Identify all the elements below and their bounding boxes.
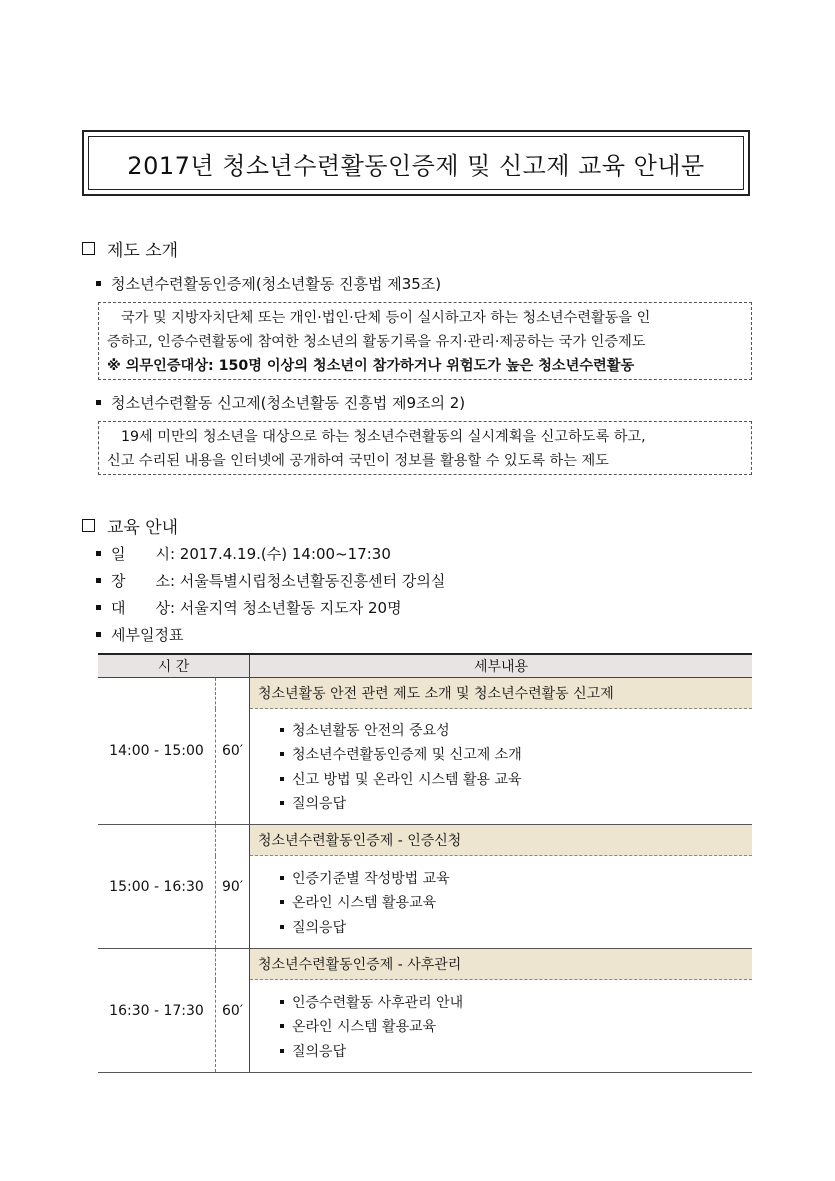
minutes-cell: 90′ [216,825,250,949]
bullet-icon [280,1000,284,1004]
list-item [280,865,752,890]
bullet-icon [280,728,284,732]
list-item [280,1038,752,1063]
item-text: 인증기준별 작성방법 교육 [292,870,450,887]
topic-cell: 청소년수련활동인증제 - 사후관리 [250,949,753,980]
header-time: 시 간 [98,654,250,678]
time-cell: 15:00 - 16:30 [98,825,216,949]
bullet-icon [96,605,101,610]
item-text: 온라인 시스템 활용교육 [292,895,437,911]
date-text: 일 시: 2017.4.19.(수) 14:00~17:30 [111,545,391,563]
desc-line: 국가 및 지방자치단체 또는 개인·법인·단체 등이 실시하고자 하는 청소년수련활동을 인 [121,310,651,326]
bullet-icon [280,777,284,781]
bullet-schedule [96,624,183,645]
section-title: 제도 소개 [107,241,179,261]
item-text: 질의응답 [292,1043,347,1060]
bullet-certification [96,273,441,294]
document-title: 2017년 청소년수련활동인증제 및 신고제 교육 안내문 [88,136,744,190]
bullet-label: 청소년수련활동 신고제(청소년활동 진흥법 제9조의 2) [111,394,466,412]
list-item [280,1014,752,1039]
certification-description-box [98,302,752,380]
list-item [280,989,752,1014]
target-text: 대 상: 서울지역 청소년활동 지도자 20명 [111,599,402,617]
section-heading-intro [82,236,178,261]
table-header-row [98,654,752,678]
bullet-place [96,570,445,591]
bullet-icon [96,281,101,286]
minutes-cell: 60′ [216,678,250,825]
item-text: 청소년수련활동인증제 및 신고제 소개 [292,747,522,764]
bullet-date [96,543,391,564]
mandatory-note: ※ 의무인증대상: 150명 이상의 청소년이 참가하거나 위험도가 높은 청소년수련활동 [107,358,635,374]
topic-cell: 청소년수련활동인증제 - 인증신청 [250,825,753,856]
bullet-icon [280,1024,284,1028]
list-item [280,767,752,792]
item-text: 온라인 시스템 활용교육 [292,1019,437,1035]
items-cell [250,709,753,825]
item-text: 질의응답 [292,919,347,936]
checkbox-square-icon [82,242,95,255]
bullet-icon [96,400,101,405]
table-row [98,949,752,980]
item-text: 신고 방법 및 온라인 시스템 활용 교육 [292,771,522,788]
section-heading-education [82,513,178,538]
bullet-icon [280,801,284,805]
section-title: 교육 안내 [107,518,179,538]
minutes-cell: 60′ [216,949,250,1073]
bullet-label: 청소년수련활동인증제(청소년활동 진흥법 제35조) [111,275,442,293]
table-row [98,678,752,709]
list-item [280,718,752,743]
table-row [98,825,752,856]
place-text: 장 소: 서울특별시립청소년활동진흥센터 강의실 [111,572,446,590]
header-detail: 세부내용 [250,654,753,678]
schedule-label: 세부일정표 [111,626,184,644]
schedule-table [98,653,752,1073]
item-text: 청소년활동 안전의 중요성 [292,722,450,739]
item-text: 질의응답 [292,796,347,813]
title-box [82,130,750,196]
items-cell [250,980,753,1073]
bullet-icon [280,876,284,880]
checkbox-square-icon [82,519,95,532]
desc-line: 신고 수리된 내용을 인터넷에 공개하여 국민이 정보를 활용할 수 있도록 하는 제도 [107,453,609,469]
time-cell: 16:30 - 17:30 [98,949,216,1073]
items-cell [250,856,753,949]
report-description-box [98,421,752,475]
bullet-icon [280,752,284,756]
list-item [280,914,752,939]
bullet-icon [96,551,101,556]
list-item [280,791,752,816]
desc-line: 증하고, 인증수련활동에 참여한 청소년의 활동기록을 유지·관리·제공하는 국가 인증제도 [107,334,646,350]
item-text: 인증수련활동 사후관리 안내 [292,994,464,1011]
topic-cell: 청소년활동 안전 관련 제도 소개 및 청소년수련활동 신고제 [250,678,753,709]
time-cell: 14:00 - 15:00 [98,678,216,825]
list-item [280,742,752,767]
list-item [280,890,752,915]
bullet-icon [96,632,101,637]
bullet-target [96,597,402,618]
bullet-icon [280,900,284,904]
bullet-icon [280,1049,284,1053]
bullet-icon [280,925,284,929]
desc-line: 19세 미만의 청소년을 대상으로 하는 청소년수련활동의 실시계획을 신고하도록 하고, [121,429,646,445]
bullet-report [96,392,465,413]
bullet-icon [96,578,101,583]
